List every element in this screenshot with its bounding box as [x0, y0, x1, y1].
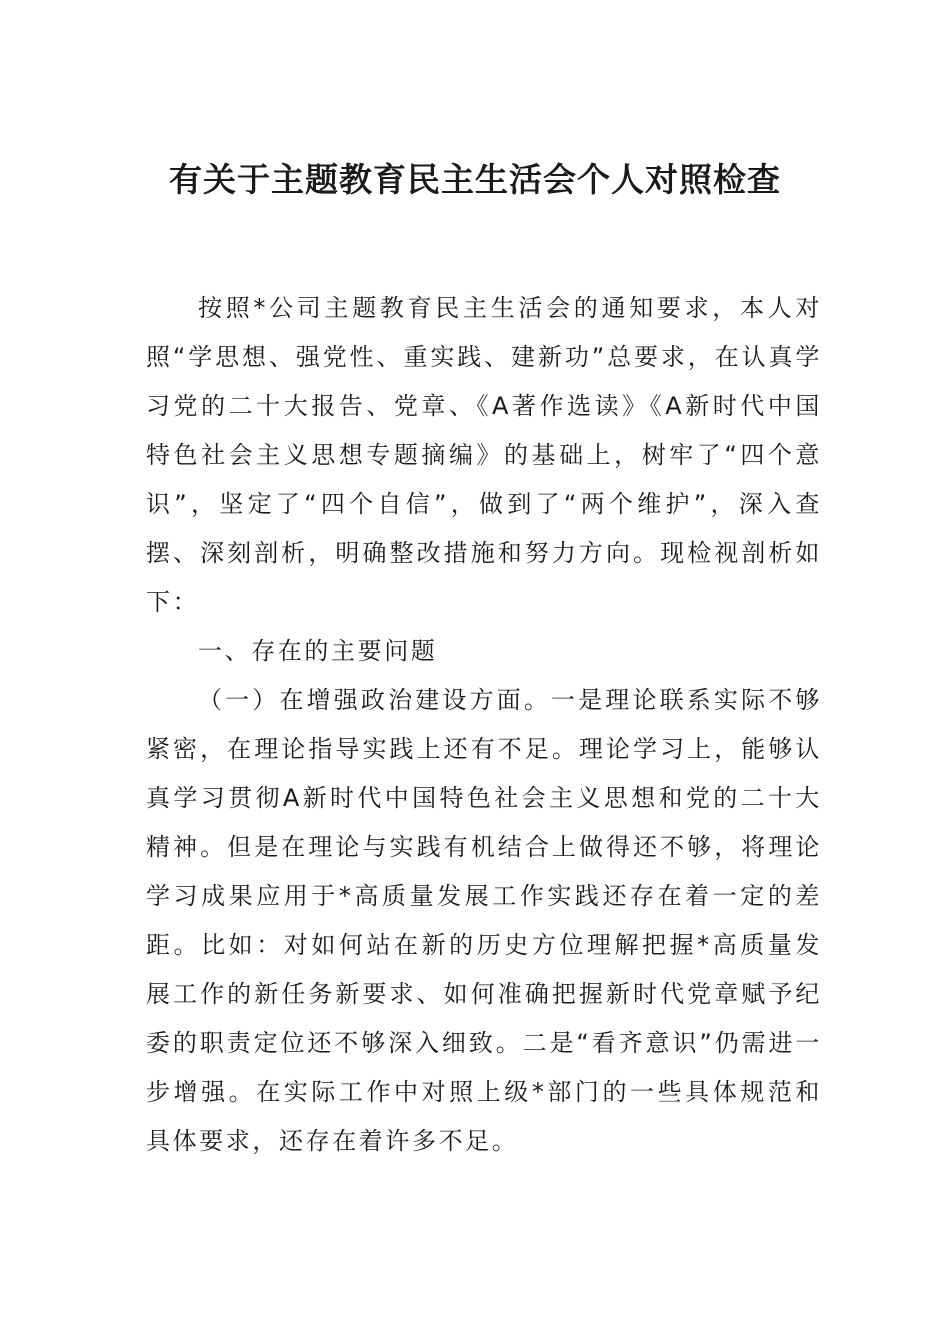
paragraph-intro: 按照*公司主题教育民主生活会的通知要求，本人对照“学思想、强党性、重实践、建新功”总要求，在认真学习党的二十大报告、党章、《A著作选读》《A新时代中国特色社会主义思想专题摘编》的基础上，树牢了“四个意识”，坚定了“四个自信”，做到了“两个维护”，深入查摆、深刻剖析，明确整改措施和努力方向。现检视剖析如下： [146, 294, 822, 616]
paragraph-political-construction: （一）在增强政治建设方面。一是理论联系实际不够紧密，在理论指导实践上还有不足。理论学习上，能够认真学习贯彻A新时代中国特色社会主义思想和党的二十大精神。但是在理论与实践有机结合上做得还不够，将理论学习成果应用于*高质量发展工作实践还存在着一定的差距。比如：对如何站在新的历史方位理解把握*高质量发展工作的新任务新要求、如何准确把握新时代党章赋予纪委的职责定位还不够深入细致。二是“看齐意识”仍需进一步增强。在实际工作中对照上级*部门的一些具体规范和具体要求，还存在着许多不足。 [146, 686, 822, 1155]
document-body [146, 284, 822, 1166]
section-heading: 一、存在的主要问题 [198, 637, 438, 665]
document-title: 有关于主题教育民主生活会个人对照检查 [169, 160, 781, 199]
